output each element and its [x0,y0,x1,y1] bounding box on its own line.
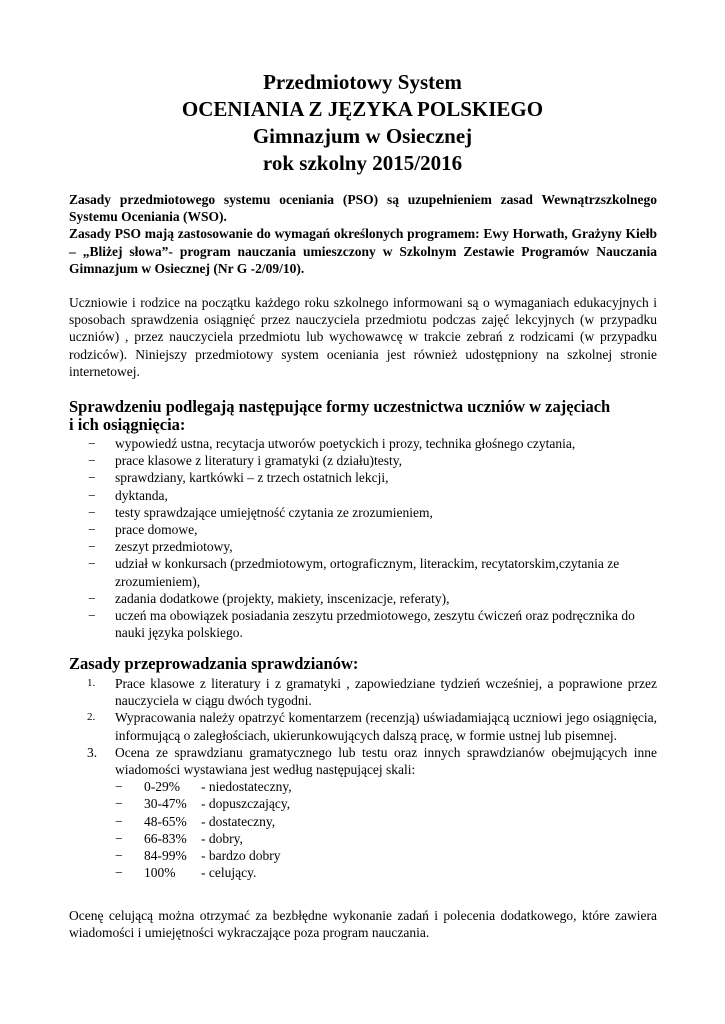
list-item: 1. Prace klasowe z literatury i z gramatyki , zapowiedziane tydzień wcześniej, a poprawione przez nauczyciela w ciągu dwóch tygodni. [87,676,657,709]
scale-range: 66-83% [144,830,187,846]
list-item: − testy sprawdzające umiejętność czytania ze zrozumieniem, [88,504,433,520]
dash-bullet: − [88,539,96,555]
scale-range: 84-99% [144,847,187,863]
scale-row: − 30-47% - dopuszczający, [115,796,291,812]
list-item: − udział w konkursach (przedmiotowym, ortograficznym, literackim, recytatorskim,czytania ze zrozumieniem), [88,556,620,589]
dash-bullet: − [88,522,96,538]
scale-row: − 0-29% - niedostateczny, [115,779,292,795]
closing-paragraph: Ocenę celującą można otrzymać za bezbłędne wykonanie zadań i polecenia dodatkowego, które zawiera wiadomości i umiejętności wykraczające poza program nauczania. [69,908,657,941]
item-number: 3. [87,744,98,760]
scale-grade: - celujący. [201,865,257,881]
list-item: 3. Ocena ze sprawdzianu gramatycznego lub testu oraz innych sprawdzianów obejmujących inne wiadomości wystawiana jest według następującej skali: − 0-29% - niedostateczny, − 30-47% - dopuszczający, − 48-65% - dostateczny, − 66-83% - dobry, − 84-99% - bardzo dobry − 100% - celujący. [87,744,657,881]
list-item: − dyktanda, [88,487,168,503]
list-item: − prace domowe, [88,522,198,538]
dash-bullet: − [88,453,96,469]
list-item: − wypowiedź ustna, recytacja utworów poetyckich i prozy, technika głośnego czytania, [88,436,576,451]
dash-bullet: − [88,470,96,486]
dash-bullet: − [88,487,96,503]
assessment-forms-list [69,435,657,641]
list-item: − zeszyt przedmiotowy, [88,539,233,555]
intro-paragraph-2: Zasady PSO mają zastosowanie do wymagań określonych programem: Ewy Horwath, Grażyny Kiełb – „Bliżej słowa”- program nauczania umieszczony w Szkolnym Zestawie Programów Nauczania Gimnazjum w Osiecznej (Nr G -2/09/10). [69,226,657,276]
section1-heading [69,398,669,434]
intro-block [69,191,657,277]
scale-row: − 84-99% - bardzo dobry [115,847,281,863]
list-item: 2. Wypracowania należy opatrzyć komentarzem (recenzją) uświadamiającą uczniowi jego osiągnięcia, informującą o zaległościach, ukierunkowujących dalszą pracę, w formie ustnej lub pisemnej. [87,710,657,743]
scale-range: 30-47% [144,796,187,812]
list-item: − prace klasowe z literatury i gramatyki (z działu)testy, [88,453,403,469]
info-paragraph: Uczniowie i rodzice na początku każdego roku szkolnego informowani są o wymaganiach edukacyjnych i sposobach sprawdzenia osiągnięć przez nauczyciela przedmiotu podczas zajęć lekcyjnych (w przypadku uczniów) , przez nauczyciela przedmiotu lub wychowawcę w trakcie zebrań z rodzicami (w przypadku rodziców). Niniejszy przedmiotowy system oceniania jest również udostępniony na szkolnej stronie internetowej. [69,295,657,379]
scale-grade: - bardzo dobry [201,847,281,863]
list-item: − zadania dodatkowe (projekty, makiety, inscenizacje, referaty), [88,590,450,606]
section2-heading: Zasady przeprowadzania sprawdzianów: [69,654,359,673]
scale-row: − 100% - celujący. [115,865,257,881]
dash-bullet: − [88,590,96,606]
title-line-2: OCENIANIA Z JĘZYKA POLSKIEGO [181,97,544,121]
dash-bullet: − [88,556,96,572]
scale-range: 0-29% [144,779,180,795]
scale-grade: - dobry, [201,830,243,846]
test-rules-list [69,675,657,881]
list-item: − uczeń ma obowiązek posiadania zeszytu przedmiotowego, zeszytu ćwiczeń oraz podręcznika do nauki języka polskiego. [88,608,635,641]
item-number: 2. [87,711,96,724]
scale-grade: - dostateczny, [201,813,276,829]
scale-range: 48-65% [144,813,187,829]
dash-bullet: − [88,436,96,451]
scale-row: − 66-83% - dobry, [115,830,243,846]
dash-bullet: − [88,608,96,624]
scale-row: − 48-65% - dostateczny, [115,813,276,829]
title-line-3: Gimnazjum w Osiecznej [252,124,473,148]
section1-heading-line2: i ich osiągnięcia: [69,415,186,434]
list-item: − sprawdziany, kartkówki – z trzech ostatnich lekcji, [88,470,389,486]
item-number: 1. [87,677,96,689]
intro-paragraph-1: Zasady przedmiotowego systemu oceniania (PSO) są uzupełnieniem zasad Wewnątrzszkolnego Systemu Oceniania (WSO). [69,192,657,225]
grading-scale [115,778,657,881]
scale-range: 100% [144,865,176,881]
title-line-1: Przedmiotowy System [263,70,462,94]
scale-grade: - niedostateczny, [201,779,292,795]
scale-grade: - dopuszczający, [201,796,291,812]
title-line-4: rok szkolny 2015/2016 [262,151,463,175]
section1-heading-line1: Sprawdzeniu podlegają następujące formy uczestnictwa uczniów w zajęciach [69,397,611,416]
document-title [0,69,725,177]
dash-bullet: − [88,504,96,520]
